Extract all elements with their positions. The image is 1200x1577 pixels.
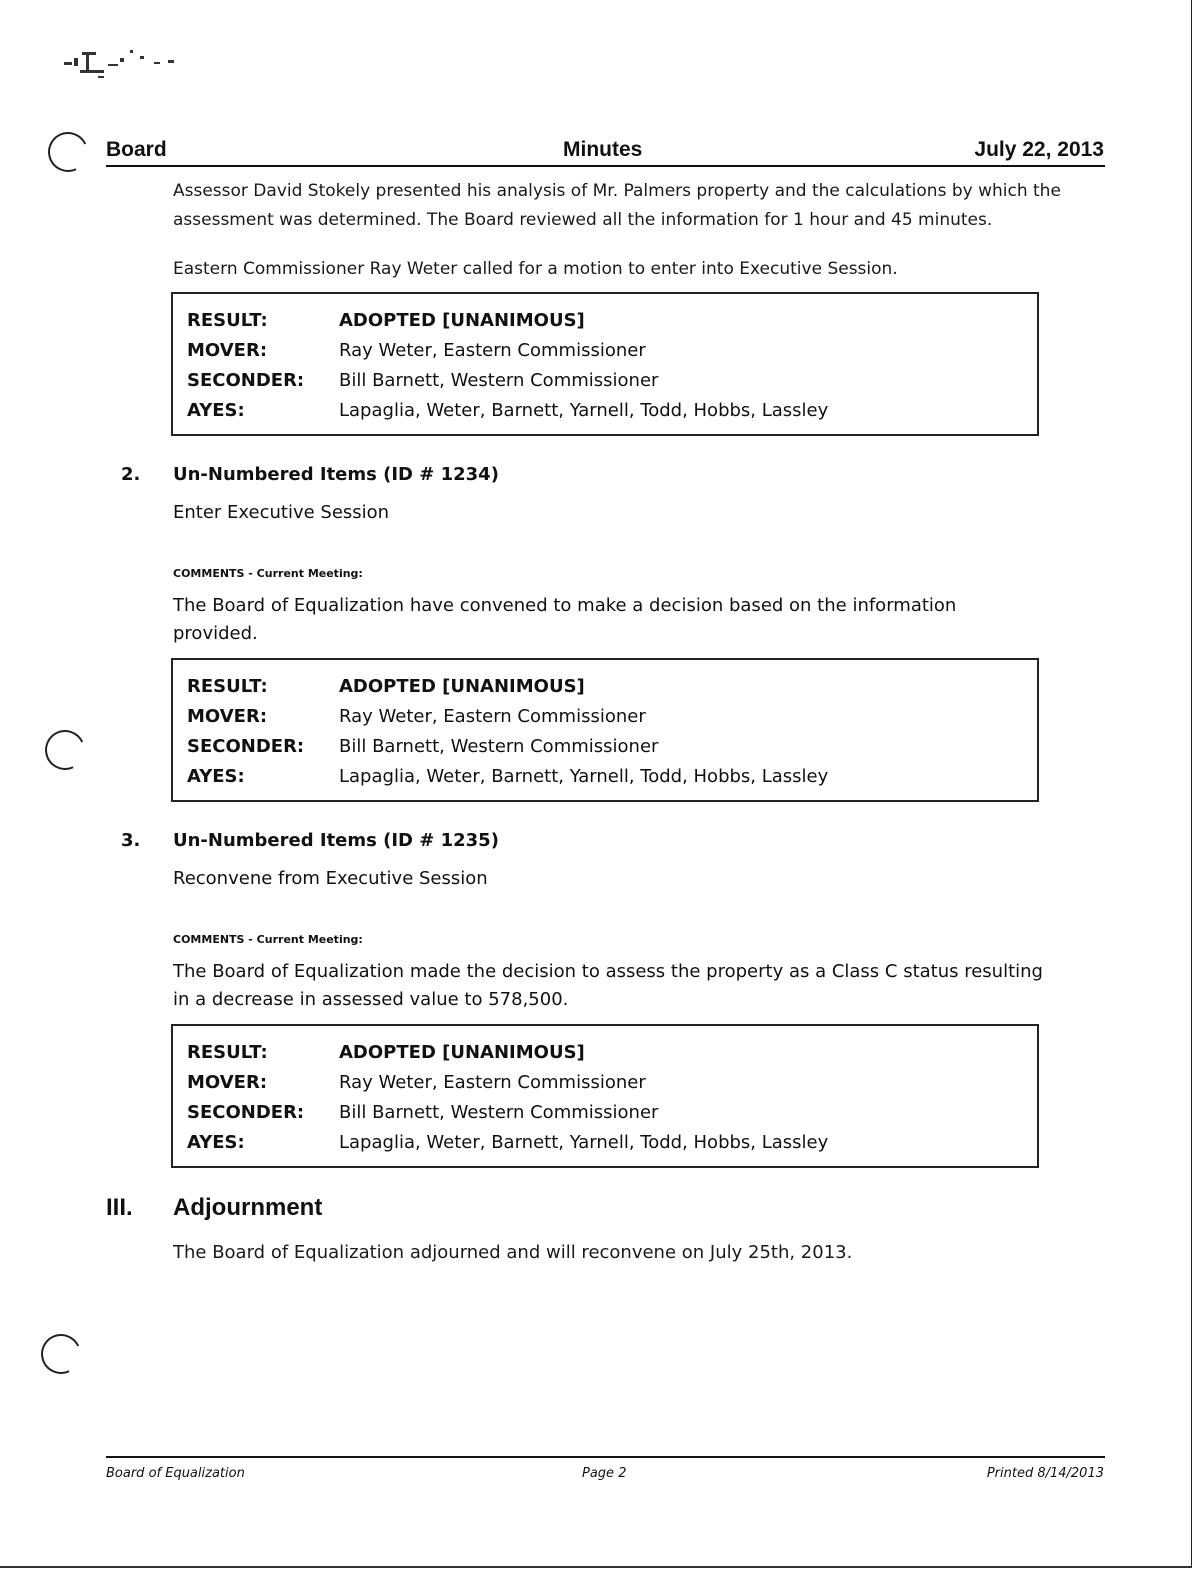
item-comment <box>173 958 1053 1014</box>
comments-label: COMMENTS - Current Meeting: <box>173 567 363 580</box>
vote-label: MOVER: <box>187 706 268 727</box>
vote-result: ADOPTED [UNANIMOUS] <box>339 676 585 697</box>
comment-line: The Board of Equalization made the decision to assess the property as a Class C status resulting <box>173 961 1043 982</box>
vote-ayes: Lapaglia, Weter, Barnett, Yarnell, Todd, Hobbs, Lassley <box>339 766 829 787</box>
header-left: Board <box>106 138 167 161</box>
intro-motion-text: Eastern Commissioner Ray Weter called for a motion to enter into Executive Session. <box>173 259 898 279</box>
page-edge-bottom <box>0 1566 1192 1568</box>
vote-label: MOVER: <box>187 340 268 361</box>
vote-mover: Ray Weter, Eastern Commissioner <box>339 1072 646 1093</box>
item-title: Un-Numbered Items (ID # 1235) <box>173 830 499 851</box>
header-date: July 22, 2013 <box>974 138 1104 161</box>
section-text: The Board of Equalization adjourned and will reconvene on July 25th, 2013. <box>173 1242 853 1263</box>
item-subtitle: Reconvene from Executive Session <box>173 868 488 889</box>
vote-label: RESULT: <box>187 310 268 331</box>
scan-smudge <box>58 42 188 92</box>
vote-mover: Ray Weter, Eastern Commissioner <box>339 706 646 727</box>
vote-seconder: Bill Barnett, Western Commissioner <box>339 370 659 391</box>
item-number: 2. <box>121 464 141 485</box>
vote-seconder: Bill Barnett, Western Commissioner <box>339 1102 659 1123</box>
vote-box <box>171 1024 1039 1168</box>
vote-label: RESULT: <box>187 676 268 697</box>
item-number: 3. <box>121 830 141 851</box>
footer-rule <box>106 1456 1105 1458</box>
comments-label: COMMENTS - Current Meeting: <box>173 933 363 946</box>
vote-seconder: Bill Barnett, Western Commissioner <box>339 736 659 757</box>
comment-line: The Board of Equalization have convened to make a decision based on the information <box>173 595 957 616</box>
item-title: Un-Numbered Items (ID # 1234) <box>173 464 499 485</box>
vote-box <box>171 658 1039 802</box>
vote-ayes: Lapaglia, Weter, Barnett, Yarnell, Todd, Hobbs, Lassley <box>339 1132 829 1153</box>
intro-line: assessment was determined. The Board reviewed all the information for 1 hour and 45 minutes. <box>173 210 993 230</box>
page-header <box>106 138 1104 166</box>
comment-line: provided. <box>173 623 258 644</box>
footer-printed: Printed 8/14/2013 <box>986 1466 1104 1481</box>
page-edge-right <box>1191 0 1192 1568</box>
vote-label: SECONDER: <box>187 370 305 391</box>
footer-page: Page 2 <box>582 1466 627 1481</box>
vote-result: ADOPTED [UNANIMOUS] <box>339 1042 585 1063</box>
vote-result: ADOPTED [UNANIMOUS] <box>339 310 585 331</box>
intro-line: Assessor David Stokely presented his analysis of Mr. Palmers property and the calculations by which the <box>173 181 1061 201</box>
vote-box <box>171 292 1039 436</box>
vote-label: AYES: <box>187 766 245 787</box>
vote-label: MOVER: <box>187 1072 268 1093</box>
header-rule <box>106 165 1105 167</box>
section-title: Adjournment <box>173 1194 323 1221</box>
vote-label: AYES: <box>187 1132 245 1153</box>
footer-left: Board of Equalization <box>106 1466 245 1481</box>
item-subtitle: Enter Executive Session <box>173 502 390 523</box>
punch-hole-top <box>42 126 93 177</box>
intro-paragraph <box>173 177 1061 235</box>
punch-hole-middle <box>39 724 90 775</box>
header-center: Minutes <box>563 138 643 161</box>
punch-hole-bottom <box>35 1328 86 1379</box>
item-comment <box>173 592 1013 648</box>
vote-label: AYES: <box>187 400 245 421</box>
vote-label: RESULT: <box>187 1042 268 1063</box>
vote-label: SECONDER: <box>187 1102 305 1123</box>
comment-line: in a decrease in assessed value to 578,500. <box>173 989 569 1010</box>
vote-ayes: Lapaglia, Weter, Barnett, Yarnell, Todd, Hobbs, Lassley <box>339 400 829 421</box>
section-number: III. <box>106 1194 133 1221</box>
vote-mover: Ray Weter, Eastern Commissioner <box>339 340 646 361</box>
vote-label: SECONDER: <box>187 736 305 757</box>
